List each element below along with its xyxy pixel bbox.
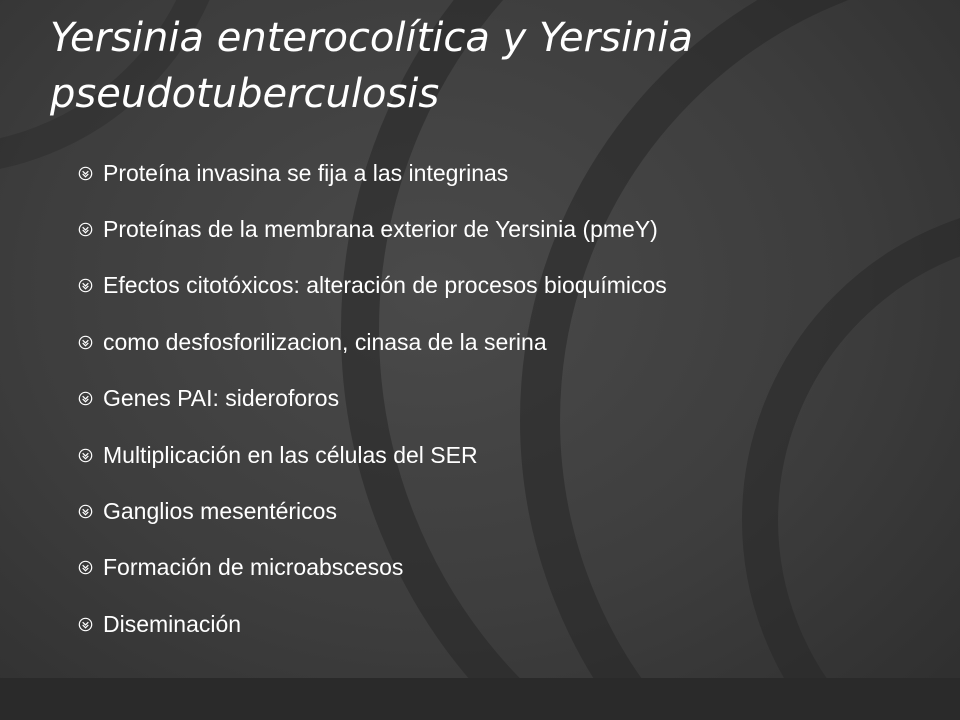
bullet-item xyxy=(78,314,667,370)
bullet-text: Formación de microabscesos xyxy=(103,554,404,581)
bullet-text: Proteínas de la membrana exterior de Yersinia (pmeY) xyxy=(103,216,658,243)
bullet-text: Ganglios mesentéricos xyxy=(103,498,337,525)
bullet-item xyxy=(78,145,667,201)
circled-arrow-icon xyxy=(78,335,93,350)
bullet-item xyxy=(78,201,667,257)
circled-arrow-icon xyxy=(78,560,93,575)
circled-arrow-icon xyxy=(78,617,93,632)
bullet-text: Efectos citotóxicos: alteración de procesos bioquímicos xyxy=(103,272,667,299)
bullet-text: Multiplicación en las células del SER xyxy=(103,441,478,468)
circled-arrow-icon xyxy=(78,391,93,406)
bullet-item xyxy=(78,258,667,314)
bullet-text: Proteína invasina se fija a las integrinas xyxy=(103,159,509,186)
circled-arrow-icon xyxy=(78,166,93,181)
slide-title: Yersinia enterocolítica y Yersinia pseudotuberculosis xyxy=(50,15,694,117)
bullet-list xyxy=(78,145,667,653)
circled-arrow-icon xyxy=(78,278,93,293)
circled-arrow-icon xyxy=(78,222,93,237)
bullet-text: Genes PAI: sideroforos xyxy=(103,385,340,412)
bullet-item xyxy=(78,427,667,483)
bullet-item xyxy=(78,540,667,596)
circled-arrow-icon xyxy=(78,448,93,463)
bullet-item xyxy=(78,596,667,652)
bullet-item xyxy=(78,371,667,427)
bullet-text: Diseminación xyxy=(103,610,242,637)
bullet-text: como desfosforilizacion, cinasa de la serina xyxy=(103,328,547,355)
bullet-item xyxy=(78,483,667,539)
circled-arrow-icon xyxy=(78,504,93,519)
